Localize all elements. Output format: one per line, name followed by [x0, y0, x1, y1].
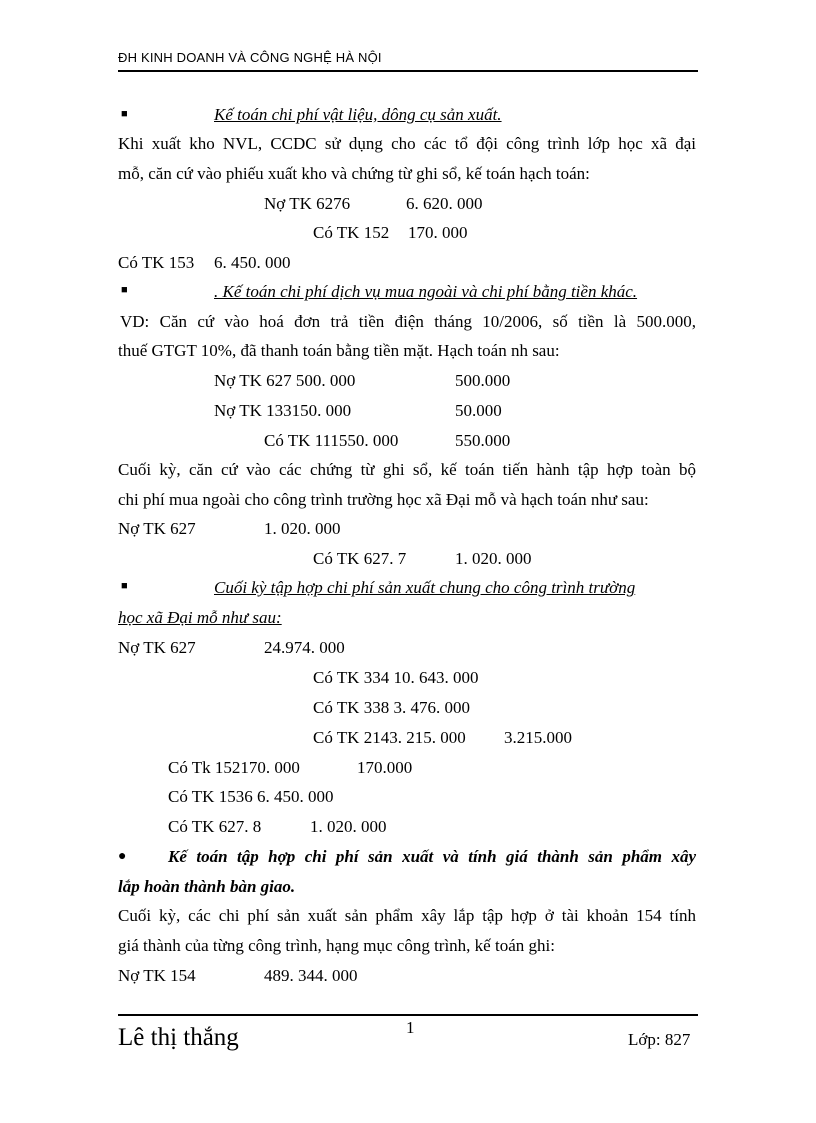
section-heading: lắp hoàn thành bàn giao. — [118, 877, 296, 896]
paragraph-line: thuế GTGT 10%, đã thanh toán bằng tiền mặt. Hạch toán nh sau: — [118, 341, 560, 360]
entry-line: Có TK 338 3. 476. 000 — [313, 698, 470, 717]
entry-amount: 3.215.000 — [504, 728, 572, 747]
paragraph-line: VD: Căn cứ vào hoá đơn trả tiền điện tháng 10/2006, số tiền là 500.000, — [120, 312, 696, 331]
paragraph-line: giá thành của từng công trình, hạng mục công trình, kế toán ghi: — [118, 936, 555, 955]
entry-account: Có TK 111550. 000 — [264, 431, 399, 450]
entry-amount: 1. 020. 000 — [264, 519, 341, 538]
entry-line: Có TK 1536 6. 450. 000 — [168, 787, 334, 806]
entry-account: Có TK 153 — [118, 253, 195, 272]
entry-line: Có TK 334 10. 643. 000 — [313, 668, 479, 687]
entry-amount: 550.000 — [455, 431, 511, 450]
entry-account: Nợ TK 627 — [118, 519, 196, 538]
page-number: 1 — [406, 1018, 415, 1037]
entry-amount: 170. 000 — [408, 223, 468, 242]
entry-account: Có TK 2143. 215. 000 — [313, 728, 466, 747]
square-bullet-icon: ■ — [121, 108, 128, 120]
entry-account: Có TK 627. 8 — [168, 817, 262, 836]
square-bullet-icon: ■ — [121, 580, 128, 592]
entry-amount: 1. 020. 000 — [310, 817, 387, 836]
entry-amount: 50.000 — [455, 401, 502, 420]
entry-account: Nợ TK 154 — [118, 966, 196, 985]
entry-account: Có TK 152 — [313, 223, 390, 242]
entry-account: Nợ TK 627 — [118, 638, 196, 657]
header-rule — [118, 70, 698, 72]
paragraph-line: chi phí mua ngoài cho công trình trường học xã Đại mỗ và hạch toán như sau: — [118, 490, 649, 509]
paragraph-line: Cuối kỳ, căn cứ vào các chứng từ ghi sổ, kế toán tiến hành tập hợp toàn bộ — [118, 460, 696, 479]
entry-account: Có Tk 152170. 000 — [168, 758, 300, 777]
section-heading: Kế toán chi phí vật liệu, dông cụ sản xuất. — [214, 105, 502, 124]
square-bullet-icon: ■ — [121, 284, 128, 296]
entry-account: Có TK 627. 7 — [313, 549, 407, 568]
section-heading: Kế toán tập hợp chi phí sản xuất và tính giá thành sản phẩm xây — [168, 847, 696, 866]
entry-account: Nợ TK 627 500. 000 — [214, 371, 356, 390]
entry-amount: 24.974. 000 — [264, 638, 345, 657]
paragraph-line: mỗ, căn cứ vào phiếu xuất kho và chứng từ ghi sổ, kế toán hạch toán: — [118, 164, 590, 183]
entry-amount: 500.000 — [455, 371, 511, 390]
entry-amount: 489. 344. 000 — [264, 966, 358, 985]
section-heading: Cuối kỳ tập hợp chi phí sản xuất chung cho công trình trường — [214, 578, 636, 597]
footer-class: Lớp: 827 — [628, 1030, 691, 1049]
entry-amount: 6. 450. 000 — [214, 253, 291, 272]
entry-amount: 170.000 — [357, 758, 413, 777]
section-heading: học xã Đại mỗ như sau: — [118, 608, 282, 627]
entry-amount: 6. 620. 000 — [406, 194, 483, 213]
footer-author: Lê thị thắng — [118, 1024, 239, 1051]
entry-account: Nợ TK 133150. 000 — [214, 401, 352, 420]
header-title: ĐH KINH DOANH VÀ CÔNG NGHỆ HÀ NỘI — [118, 50, 382, 65]
paragraph-line: Cuối kỳ, các chi phí sản xuất sản phẩm xây lắp tập hợp ở tài khoản 154 tính — [118, 906, 696, 925]
paragraph-line: Khi xuất kho NVL, CCDC sử dụng cho các tổ đội công trình lớp học xã đại — [118, 134, 696, 153]
section-heading: . Kế toán chi phí dịch vụ mua ngoài và chi phí bằng tiền khác. — [214, 282, 638, 301]
footer-rule — [118, 1014, 698, 1016]
entry-account: Nợ TK 6276 — [264, 194, 351, 213]
entry-amount: 1. 020. 000 — [455, 549, 532, 568]
round-bullet-icon: ● — [118, 849, 127, 864]
